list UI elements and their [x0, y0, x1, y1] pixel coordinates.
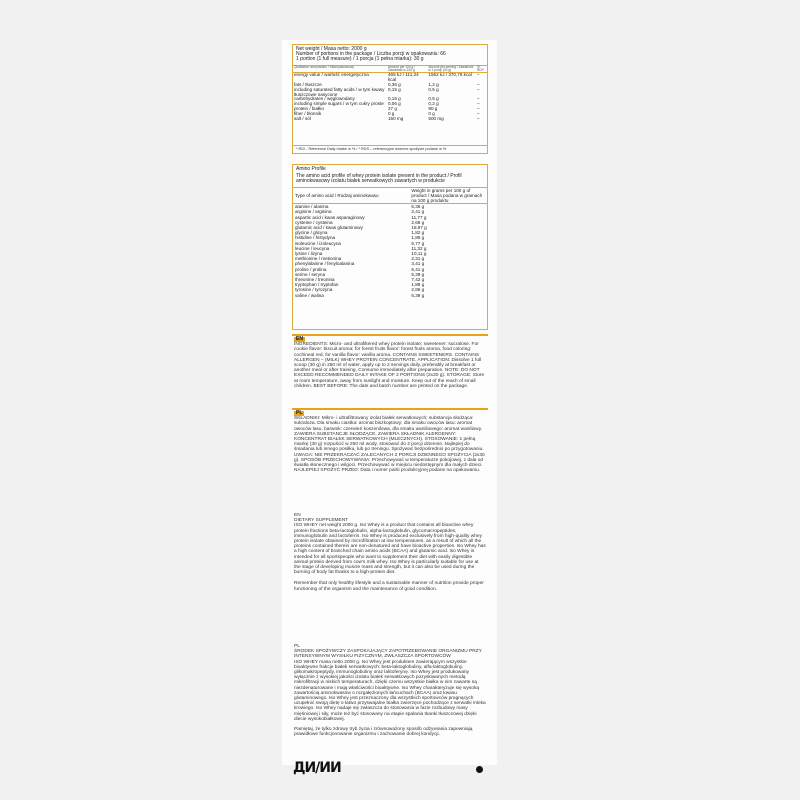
- brand-logo: ДИ/ИИ: [293, 760, 341, 776]
- net-weight: Net weight / Masa netto: 2000 g: [296, 46, 367, 52]
- nutrition-table-box: [292, 44, 488, 154]
- description-en-tag: EN: [294, 513, 301, 518]
- nutrition-cell: 0,2 g: [428, 101, 439, 107]
- nutrition-cell: salt / sól: [294, 115, 311, 121]
- amino-name: alanine / alanina: [295, 204, 329, 210]
- description-pl-heading: ŚRODEK SPOŻYWCZY ZASPOKAJAJĄCY ZAPOTRZEBOWANIE ORGANIZMU PRZY INTENSYWNYM WYSIŁKU FIZYCZNYM, ZWŁASZCZA SPORTOWCÓW: [294, 649, 482, 660]
- language-tag-en: EN: [296, 336, 303, 342]
- nutrition-cell: –: [477, 86, 480, 92]
- recycle-dot-icon: [476, 766, 483, 773]
- amino-value: 5,39 g: [411, 271, 425, 277]
- amino-value: 11,77 g: [411, 214, 427, 220]
- nutrition-cell: fats / tłuszcze: [294, 82, 322, 88]
- amino-row: [293, 293, 487, 298]
- amino-value: 11,32 g: [411, 245, 427, 251]
- nutrition-cell: 0,15 g: [387, 86, 401, 92]
- amino-col-type: Type of amino acid / Rodzaj aminokwasu: [293, 187, 409, 204]
- amino-rows: [293, 204, 487, 298]
- head-cell: Amount per 100 g / Zawartość w 100 g: [387, 66, 427, 73]
- nutrition-cell: 27 g: [387, 106, 397, 111]
- rdi-footnote: * RDI - Reference Daily Intake in % / * RDS – referencyjne dzienne spożycie podane w %: [293, 145, 487, 153]
- description-pl: [294, 644, 486, 737]
- portion-size: 1 portion (1 full measure) / 1 porcja (1 pełna miarka): 30 g: [296, 56, 424, 63]
- nutrition-cell: 0 g: [387, 110, 395, 116]
- nutrition-cell: 0,5 g: [428, 86, 439, 92]
- description-en-note: Remember that only healthy lifestyle and a sustainable manner of nutrition provide proper functioning of the organism and the maintenance of good condition.: [294, 581, 484, 592]
- amino-name: tryptophan / tryptofan: [295, 282, 339, 288]
- nutrition-cell: –: [477, 115, 480, 121]
- nutrition-cell: fiber / błonnik: [294, 110, 322, 116]
- nutrition-cell: protein / białko: [294, 106, 324, 111]
- nutrition-cell: 0 g: [428, 110, 435, 116]
- amino-value: 5,36 g: [411, 204, 425, 210]
- amino-profile-box: [292, 164, 488, 330]
- description-pl-text: ISO WHEY masa netto 2000 g. Iso Whey jest produktem zawierającym wszystkie bioaktywne frakcje białek serwatkowych: beta-laktoglobuliny, alfa-laktoglobuliny, glikomakropeptydy, immunoglobuliny oraz laktoferynę. Iso Whey jest produkowany wyłącznie z wysokiej jakości izolatu białek serwatkowych pozyskiwanych metodą mikrofiltracji w niskich temperaturach, dzięki czemu wszystkie białka w nim zawarte są niezdenaturowane i mają właściwości bioaktywne. Iso Whey charakteryzuje się wysoką zawartością aminokwasów o rozgałęzionych łańcuchach (BCAA) oraz kwasu glutaminowego. Iso Whey jest przeznaczony dla wszystkich sportowców pragnących uzupełnić swoją dietę o łatwo przyswajalne białka zwierzęce pochodzące z serwatki mleka krowiego. Iso Whey nadaje się zwłaszcza do stosowania w fazie rozbudowy masy mięśniowej i siły, może też być stosowany na etapie spalania tkanki tłuszczowej dzięki diecie wysokobiałkowej.: [294, 659, 486, 722]
- amino-name: arginine / arginina: [295, 209, 332, 215]
- amino-name: phenylalanine / fenyloalanina: [295, 261, 355, 267]
- nutrition-cell: 0,5 g: [428, 96, 439, 102]
- amino-name: tyrosine / tyrozyna: [295, 287, 333, 293]
- amino-value: 18,97 g: [411, 225, 427, 231]
- nutrition-cell: carbohydrates / węglowodany: [294, 96, 355, 102]
- amino-value: 2,31 g: [411, 256, 425, 262]
- amino-value: 6,77 g: [411, 240, 425, 246]
- nutrition-rows: [293, 73, 487, 121]
- amino-col-weight: Weight in grams per 100 g of product / Masa podana w gramach na 100 g produktu: [409, 187, 487, 204]
- amino-value: 1,82 g: [411, 230, 425, 236]
- amino-value: 6,41 g: [411, 266, 425, 272]
- nutrition-cell: 150 mg: [387, 115, 404, 121]
- nutrition-cell: –: [477, 106, 480, 111]
- nutrition-cell: 90 g: [428, 106, 438, 111]
- nutrition-cell: 1,2 g: [428, 82, 439, 88]
- description-pl-tag: PL: [294, 644, 300, 649]
- section-bar-pl: [292, 408, 488, 410]
- amino-value: 2,41 g: [411, 209, 425, 215]
- amino-value: 3,41 g: [411, 261, 425, 267]
- language-tag-pl: PL: [296, 410, 303, 416]
- amino-value: 7,42 g: [411, 277, 425, 283]
- nutrition-cell: –: [477, 96, 480, 102]
- nutrition-cell: including saturated fatty acids / w tym kwasy tłuszczowe nasycone: [294, 86, 385, 97]
- amino-value: 6,39 g: [411, 292, 425, 298]
- amino-name: glutamic acid / kwas glutaminowy: [295, 225, 363, 231]
- nutrition-row: [293, 117, 487, 122]
- nutrition-header: [293, 45, 487, 65]
- amino-name: leucine / leucyna: [295, 245, 330, 251]
- nutrition-cell: energy value / wartość energetyczna: [294, 72, 369, 78]
- nutrition-cell: 0,06 g: [387, 101, 401, 107]
- amino-name: proline / prolina: [295, 266, 327, 272]
- nutrition-cell: –: [477, 110, 480, 116]
- description-en: [294, 513, 486, 592]
- portions-count: Number of portions in the package / Liczba porcji w opakowaniu: 66: [296, 51, 446, 58]
- ingredients-pl-text: SKŁADNIKI: Mikro- i ultrafiltrowany izolat białek serwatkowych; substancja słodząca: sukraloza. Dla smaku ciastka: aromat biszkoptowy; dla smaku owoców lasu: aromat owoców lasu, barwnik: czerwień koszenilowa, dla smaku waniliowego: aromat waniliowy. ZAWIERA SUBSTANCJE SŁODZĄCE. ZAWIERA SKŁADNIK ALERGENNY: KONCENTRAT BIAŁEK SERWATKOWYCH (MLECZNYCH). STOSOWANIE: 1 pełną miarkę (30 g) rozpuścić w 250 ml wody, stosować do 2 porcji dziennie. Najlepiej do śniadania lub innego posiłku, lub po treningu. Spożywać bezpośrednio po przygotowaniu. UWAGA: NIE PRZEKRACZAĆ ZALECANYCH 2 PORCJI DZIENNEGO SPOŻYCIA (2x30 g). SPOSÓB PRZECHOWYWANIA: Przechowywać w temperaturze pokojowej, z dala od światła słonecznego i wilgoci. Przechowywać w miejscu niedostępnym dla małych dzieci. NAJLEPIEJ SPOŻYĆ PRZED: Data i numer partii produkcyjnej podane na opakowaniu.: [294, 416, 485, 474]
- amino-table: [293, 187, 487, 298]
- amino-value: 2,68 g: [411, 219, 425, 225]
- amino-value: 10,11 g: [411, 251, 427, 257]
- ingredients-en: [294, 337, 486, 389]
- nutrition-cell: including simple sugars / w tym cukry proste: [294, 101, 384, 107]
- amino-value: 1,86 g: [411, 235, 425, 241]
- head-cell: Amount per serving / Zawartość w 1 porcji (30 g): [427, 66, 476, 73]
- nutrition-cell: –: [477, 72, 480, 78]
- nutrition-cell: 465 kJ / 111,24 kcal: [387, 72, 419, 83]
- section-bar-en: [292, 334, 488, 336]
- ingredients-en-text: INGREDIENTS: Micro- and ultrafiltered whey protein isolate; sweetener: sucralose. For cookie flavor: biscuit aroma; for forest fruits flavor: forest fruits aroma, food coloring: cochineal red, for vanilla flavor: vanilla aroma. CONTAINS SWEETENERS. CONTAINS ALLERGEN – (MILK) WHEY PROTEIN CONCENTRATE. APPLICATION: Dissolve 1 full scoop (30 g) in 250 ml of water, apply up to 2 servings daily, preferably at breakfast or another meal or after training. Consume immediately after preparation. NOTE: DO NOT EXCEED RECOMMENDED DAILY INTAKE OF 2 PORTIONS (2x30 g). STORAGE: Store at room temperature, away from sunlight and moisture. Keep out of the reach of small children. BEST BEFORE: The date and batch number are printed on the package.: [294, 342, 485, 389]
- amino-name: glycine / glicyna: [295, 230, 328, 236]
- nutrition-cell: 0,15 g: [387, 96, 401, 102]
- ingredients-pl: [294, 411, 486, 473]
- description-pl-note: Pamiętaj, że tylko zdrowy tryb życia i zrównoważony sposób odżywiania zapewniają prawidłowe funkcjonowanie organizmu i zachowanie dobrej kondycji.: [294, 727, 473, 738]
- nutrition-cell: 1552 kJ / 370,76 kcal: [428, 72, 472, 78]
- amino-name: methionine / metionina: [295, 256, 342, 262]
- description-en-text: ISO WHEY net weight 2000 g. Iso Whey is a product that contains all bioactive whey protein fractions beta-lactoglobulin, alpha-lactoglobulin, glycomacropeptides, immunoglobulin and lactoferrin. Iso Whey is produced exclusively from high-quality whey protein isolate obtained by microfiltration at low temperatures, as a result of which all the proteins contained therein are non-denatured and have bioactive properties. Iso Whey has a high content of branched chain amino acids (BCAA) and glutamic acid. Iso Whey is intended for all sportspeople who want to supplement their diet with easily digestible animal protein derived from cow's milk whey. Iso Whey is particularly suitable for use at the stage of developing muscle mass and strength, but it can also be used during the burning of body fat thanks to a high-protein diet.: [294, 523, 486, 576]
- amino-name: serine / seryna: [295, 271, 326, 277]
- amino-name: lysine / lizyna: [295, 251, 323, 257]
- amino-name: valine / walina: [295, 292, 324, 298]
- amino-name: histidine / histydyna: [295, 235, 336, 241]
- nutrition-cell: –: [477, 101, 480, 107]
- amino-table-head: [293, 187, 487, 204]
- amino-intro: The amino acid profile of whey protein isolate present in the product / Profil aminokwasowy izolatu białek serwatkowych zawartych w produkcie: [296, 173, 462, 185]
- nutrition-cell: 500 mg: [428, 115, 444, 121]
- amino-name: threonine / treonina: [295, 277, 335, 283]
- amino-name: aspartic acid / kwas asparaginowy: [295, 214, 365, 220]
- nutrition-cell: –: [477, 82, 480, 88]
- amino-value: 1,88 g: [411, 282, 425, 288]
- nutrition-table: [293, 66, 487, 122]
- head-cell: % RDI*: [476, 66, 487, 73]
- amino-name: isoleucine / izoleucyna: [295, 240, 341, 246]
- amino-name: cysteine / cysteina: [295, 219, 333, 225]
- amino-value: 2,86 g: [411, 287, 425, 293]
- amino-title: Amino Profile: [296, 166, 326, 172]
- description-en-heading: DIETARY SUPPLEMENT: [294, 518, 349, 524]
- head-cell: Qualitative composition / Skład jakościowy: [293, 66, 387, 73]
- nutrition-cell: 0,36 g: [387, 82, 401, 88]
